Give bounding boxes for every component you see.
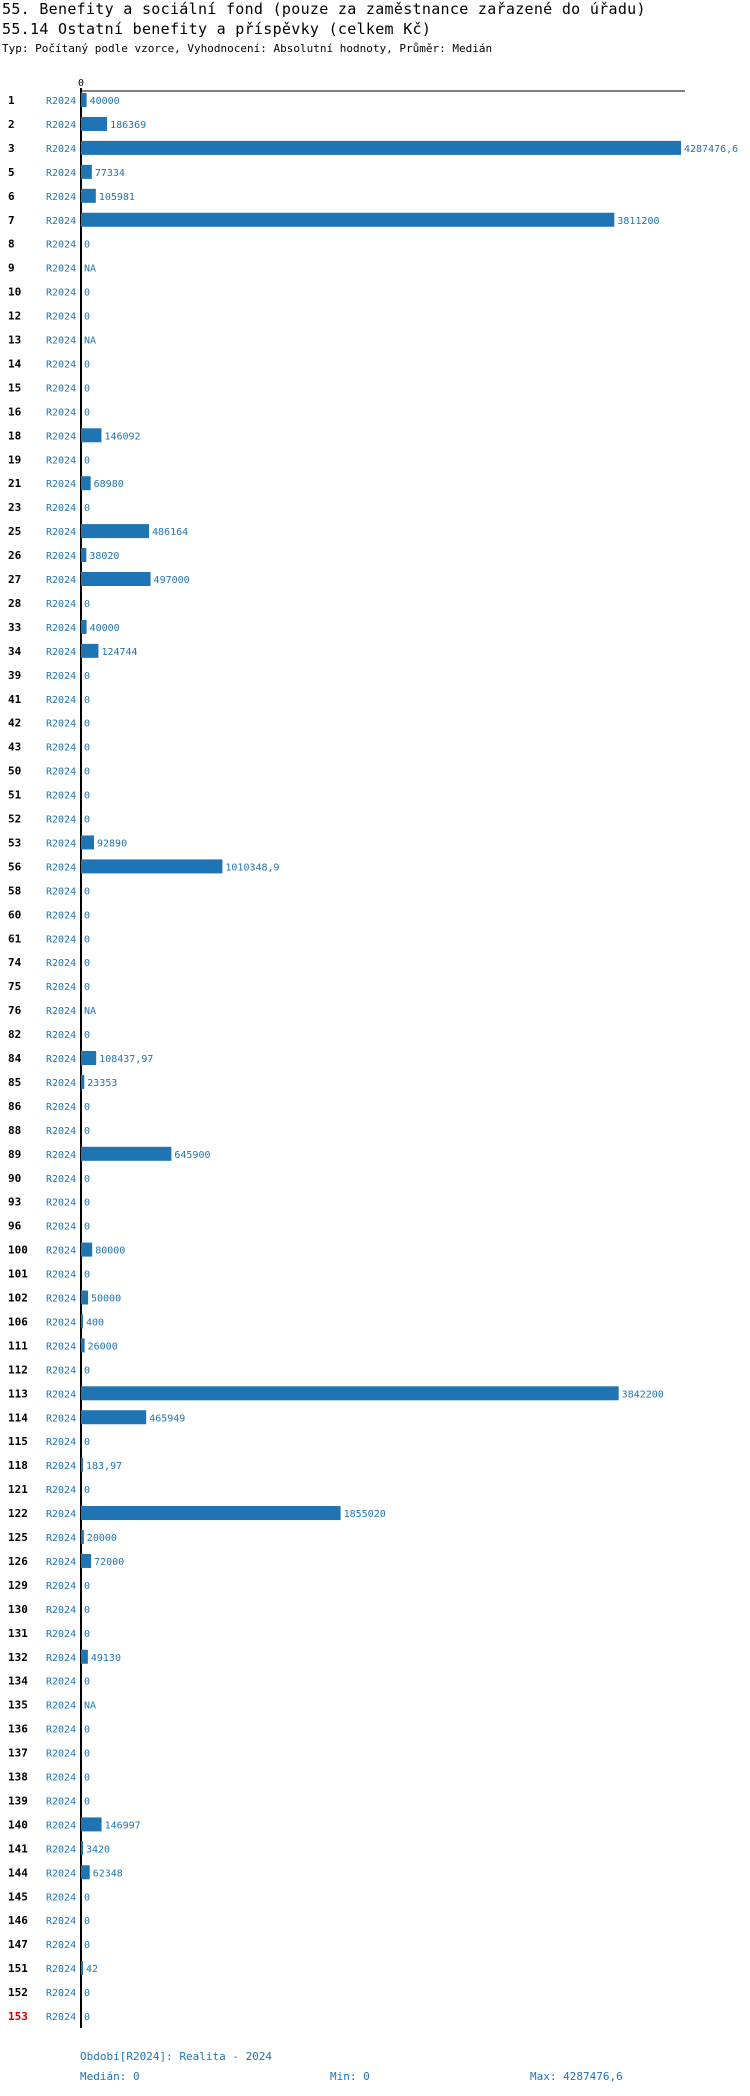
row-id-label: 39 (8, 668, 22, 682)
row-series-label: R2024 (46, 718, 77, 730)
row-series-label: R2024 (46, 1030, 77, 1042)
row-series-label: R2024 (46, 1676, 77, 1688)
row-series-label: R2024 (46, 1556, 77, 1568)
bar-value-label: 20000 (86, 1533, 117, 1544)
bar (81, 1554, 91, 1568)
bar-value-label: 49130 (90, 1652, 121, 1664)
row-id-label: 56 (8, 860, 22, 874)
row-id-label: 8 (8, 237, 15, 251)
bar-value-label: 3420 (86, 1844, 111, 1856)
row-id-label: 12 (8, 309, 22, 323)
bar-value-label: 0 (84, 1940, 91, 1952)
row-id-label: 130 (8, 1602, 28, 1616)
chart-title: 55. Benefity a sociální fond (pouze za zaměstnance zařazené do úřadu) (2, 0, 646, 18)
bar-value-label: 0 (84, 886, 91, 898)
bar-value-label: 124744 (101, 646, 138, 658)
row-series-label: R2024 (46, 407, 77, 419)
row-series-label: R2024 (46, 263, 77, 275)
row-id-label: 14 (8, 357, 22, 371)
bar-value-label: NA (84, 1006, 97, 1018)
row-id-label: 134 (8, 1674, 28, 1688)
bar-value-label: 0 (84, 790, 91, 802)
row-series-label: R2024 (46, 1652, 77, 1664)
row-series-label: R2024 (46, 96, 77, 107)
bar (81, 1314, 83, 1328)
bar-value-label: 68980 (93, 479, 124, 491)
row-series-label: R2024 (46, 287, 77, 299)
bar-value-label: 0 (84, 1988, 91, 2000)
bar (81, 213, 614, 227)
bar (81, 1865, 90, 1879)
row-id-label: 10 (8, 285, 22, 299)
row-series-label: R2024 (46, 886, 77, 898)
row-series-label: R2024 (46, 431, 77, 443)
row-id-label: 144 (8, 1866, 28, 1880)
row-id-label: 50 (8, 764, 22, 778)
bar-value-label: 92890 (96, 838, 128, 850)
bar (81, 835, 94, 849)
row-series-label: R2024 (46, 1173, 77, 1185)
bar-value-label: 0 (84, 814, 91, 826)
bar-value-label: 77334 (94, 167, 125, 179)
bar (81, 1961, 83, 1975)
row-series-label: R2024 (46, 1628, 77, 1640)
row-series-label: R2024 (46, 455, 77, 467)
row-series-label: R2024 (46, 1269, 77, 1281)
bar-value-label: 0 (84, 1030, 91, 1042)
bar (81, 1530, 84, 1544)
bar-value-label: 0 (84, 1748, 91, 1760)
bar (81, 1386, 619, 1400)
row-id-label: 9 (8, 261, 15, 275)
row-id-label: 3 (8, 141, 15, 155)
row-id-label: 118 (8, 1459, 28, 1473)
bar-value-label: 0 (84, 694, 91, 706)
bar-value-label: 0 (84, 239, 91, 251)
row-id-label: 21 (8, 477, 22, 491)
row-id-label: 51 (8, 788, 22, 802)
bar (81, 1291, 88, 1305)
row-series-label: R2024 (46, 119, 77, 131)
row-series-label: R2024 (46, 1724, 77, 1736)
bar-value-label: 0 (84, 455, 91, 467)
row-id-label: 85 (8, 1075, 22, 1089)
row-series-label: R2024 (46, 143, 77, 155)
row-id-label: 131 (8, 1626, 28, 1640)
row-series-label: R2024 (46, 1964, 77, 1976)
row-series-label: R2024 (46, 862, 77, 874)
row-series-label: R2024 (46, 383, 77, 395)
bar-value-label: 0 (84, 1173, 91, 1185)
row-series-label: R2024 (46, 1533, 77, 1544)
bar-value-label: 62348 (92, 1868, 123, 1880)
row-series-label: R2024 (46, 1509, 77, 1521)
row-series-label: R2024 (46, 670, 77, 682)
bar-value-label: 0 (84, 1221, 91, 1233)
row-id-label: 152 (8, 1986, 28, 2000)
row-id-label: 34 (8, 644, 22, 658)
footer-min: Min: 0 (330, 2070, 370, 2083)
bar (81, 93, 87, 107)
row-series-label: R2024 (46, 814, 77, 826)
row-series-label: R2024 (46, 1413, 77, 1425)
row-series-label: R2024 (46, 1101, 77, 1113)
chart-meta: Typ: Počítaný podle vzorce, Vyhodnocení: Absolutní hodnoty, Průměr: Medián (2, 42, 493, 55)
bar-value-label: NA (84, 335, 97, 347)
row-id-label: 1 (8, 94, 15, 107)
row-id-label: 151 (8, 1962, 28, 1976)
row-id-label: 146 (8, 1914, 28, 1928)
row-series-label: R2024 (46, 1077, 77, 1089)
bar-value-label: 645900 (174, 1149, 211, 1161)
bar-value-label: 0 (84, 958, 91, 970)
bar-value-label: 23353 (87, 1077, 118, 1089)
row-id-label: 153 (8, 2010, 28, 2023)
row-id-label: 132 (8, 1650, 28, 1664)
bar-value-label: 42 (86, 1964, 99, 1976)
bar-value-label: 0 (84, 2012, 91, 2023)
bar (81, 572, 151, 586)
row-series-label: R2024 (46, 575, 77, 586)
bar-value-label: NA (84, 1700, 97, 1712)
bar (81, 1075, 84, 1089)
bar (81, 1458, 83, 1472)
row-id-label: 33 (8, 620, 22, 634)
bar-value-label: 0 (84, 1580, 91, 1592)
row-series-label: R2024 (46, 359, 77, 371)
bar-value-label: 0 (84, 287, 91, 299)
row-id-label: 126 (8, 1554, 28, 1568)
bar-value-label: 0 (84, 1916, 91, 1928)
x-axis-zero-label: 0 (77, 78, 85, 89)
bar-value-label: 0 (84, 742, 91, 754)
bar-value-label: 497000 (153, 575, 190, 586)
row-series-label: R2024 (46, 191, 77, 203)
bar-value-label: 146997 (104, 1820, 141, 1832)
bar-value-label: NA (84, 263, 97, 275)
bar-value-label: 0 (84, 1772, 91, 1784)
bar (81, 1506, 341, 1520)
row-id-label: 136 (8, 1722, 28, 1736)
row-id-label: 106 (8, 1315, 28, 1329)
bar (81, 1817, 102, 1831)
row-id-label: 27 (8, 573, 22, 586)
bar (81, 189, 96, 203)
row-series-label: R2024 (46, 838, 77, 850)
bar-value-label: 0 (84, 1365, 91, 1377)
row-series-label: R2024 (46, 311, 77, 323)
row-id-label: 18 (8, 429, 22, 443)
row-id-label: 113 (8, 1387, 28, 1401)
bar-value-label: 0 (84, 1724, 91, 1736)
bar-value-label: 38020 (89, 551, 120, 563)
row-series-label: R2024 (46, 934, 77, 946)
row-id-label: 5 (8, 165, 15, 179)
row-series-label: R2024 (46, 503, 77, 515)
row-id-label: 138 (8, 1770, 28, 1784)
row-series-label: R2024 (46, 622, 77, 634)
bar-value-label: 40000 (89, 96, 120, 107)
bar-value-label: 0 (84, 1125, 91, 1137)
bar (81, 524, 149, 538)
row-id-label: 82 (8, 1028, 22, 1042)
bar (81, 1147, 171, 1161)
chart-subtitle: 55.14 Ostatní benefity a příspěvky (celkem Kč) (2, 20, 432, 38)
bar (81, 1650, 88, 1664)
row-series-label: R2024 (46, 1341, 77, 1353)
row-series-label: R2024 (46, 551, 77, 563)
bar-value-label: 0 (84, 1197, 91, 1209)
row-series-label: R2024 (46, 527, 77, 539)
footer-max: Max: 4287476,6 (530, 2070, 623, 2083)
row-series-label: R2024 (46, 1197, 77, 1209)
bar-value-label: 0 (84, 982, 91, 994)
row-id-label: 23 (8, 501, 22, 515)
row-series-label: R2024 (46, 1988, 77, 2000)
row-id-label: 135 (8, 1698, 28, 1712)
row-id-label: 88 (8, 1123, 22, 1137)
row-series-label: R2024 (46, 1221, 77, 1233)
bar-value-label: 0 (84, 670, 91, 682)
row-id-label: 60 (8, 908, 22, 922)
row-series-label: R2024 (46, 1461, 77, 1473)
bar (81, 165, 92, 179)
row-id-label: 42 (8, 716, 22, 730)
bar-value-label: 0 (84, 1437, 91, 1449)
bar-value-label: 0 (84, 1892, 91, 1904)
row-series-label: R2024 (46, 2012, 77, 2023)
row-id-label: 100 (8, 1243, 28, 1257)
row-id-label: 43 (8, 740, 22, 754)
row-id-label: 19 (8, 453, 22, 467)
row-id-label: 41 (8, 692, 22, 706)
row-series-label: R2024 (46, 1365, 77, 1377)
bar-value-label: 486164 (152, 527, 189, 539)
bar-value-label: 0 (84, 1796, 91, 1808)
row-series-label: R2024 (46, 215, 77, 227)
row-id-label: 53 (8, 836, 22, 850)
row-series-label: R2024 (46, 742, 77, 754)
bar-value-label: 4287476,6 (684, 143, 739, 155)
bar (81, 117, 107, 131)
row-id-label: 86 (8, 1099, 22, 1113)
row-id-label: 84 (8, 1052, 22, 1065)
bar-value-label: 3811200 (617, 215, 660, 227)
row-id-label: 58 (8, 884, 22, 898)
row-id-label: 102 (8, 1291, 28, 1305)
row-series-label: R2024 (46, 1868, 77, 1880)
row-series-label: R2024 (46, 239, 77, 251)
bar (81, 644, 98, 658)
row-id-label: 28 (8, 596, 22, 610)
row-series-label: R2024 (46, 1580, 77, 1592)
row-id-label: 139 (8, 1794, 28, 1808)
bar-value-label: 146092 (104, 431, 141, 443)
bar-value-label: 26000 (87, 1341, 118, 1353)
row-series-label: R2024 (46, 1940, 77, 1952)
row-id-label: 93 (8, 1195, 22, 1209)
bar (81, 476, 91, 490)
bar-value-label: 105981 (98, 191, 135, 203)
bar-value-label: 0 (84, 766, 91, 778)
bar-value-label: 465949 (149, 1413, 186, 1425)
bar-value-label: 0 (84, 383, 91, 395)
row-series-label: R2024 (46, 1293, 77, 1305)
bar-value-label: 0 (84, 1101, 91, 1113)
row-id-label: 7 (8, 213, 15, 227)
bar-value-label: 0 (84, 407, 91, 419)
bar-value-label: 1010348,9 (225, 862, 280, 874)
row-series-label: R2024 (46, 1125, 77, 1137)
bar-value-label: 0 (84, 1628, 91, 1640)
row-id-label: 52 (8, 812, 22, 826)
row-series-label: R2024 (46, 958, 77, 970)
bar-value-label: 400 (86, 1317, 105, 1329)
row-id-label: 114 (8, 1411, 28, 1425)
row-series-label: R2024 (46, 1149, 77, 1161)
bar (81, 1410, 146, 1424)
row-series-label: R2024 (46, 1317, 77, 1329)
bar (81, 859, 222, 873)
row-series-label: R2024 (46, 694, 77, 706)
bar-value-label: 3842200 (621, 1389, 664, 1401)
footer-period: Období[R2024]: Realita - 2024 (80, 2050, 273, 2063)
row-series-label: R2024 (46, 1245, 77, 1257)
row-series-label: R2024 (46, 1006, 77, 1018)
row-series-label: R2024 (46, 1485, 77, 1497)
row-series-label: R2024 (46, 1820, 77, 1832)
bar (81, 428, 101, 442)
bar-value-label: 50000 (90, 1293, 122, 1305)
bar-value-label: 186369 (110, 119, 147, 131)
row-id-label: 147 (8, 1938, 28, 1952)
row-series-label: R2024 (46, 910, 77, 922)
row-id-label: 111 (8, 1339, 28, 1353)
bar-value-label: 0 (84, 934, 91, 946)
bar (81, 1051, 96, 1065)
row-series-label: R2024 (46, 335, 77, 347)
row-id-label: 140 (8, 1818, 28, 1832)
row-id-label: 101 (8, 1267, 28, 1281)
bar-value-label: 0 (84, 718, 91, 730)
bar-value-label: 108437,97 (99, 1054, 154, 1065)
row-series-label: R2024 (46, 479, 77, 491)
row-id-label: 121 (8, 1483, 28, 1497)
bar-value-label: 1855020 (343, 1509, 386, 1521)
row-series-label: R2024 (46, 1700, 77, 1712)
bar-value-label: 0 (84, 1269, 91, 1281)
row-id-label: 145 (8, 1890, 28, 1904)
row-series-label: R2024 (46, 1748, 77, 1760)
row-id-label: 137 (8, 1746, 28, 1760)
row-series-label: R2024 (46, 1796, 77, 1808)
bar-value-label: 80000 (95, 1245, 126, 1257)
bar (81, 141, 681, 155)
row-id-label: 76 (8, 1004, 22, 1018)
bar-value-label: 0 (84, 503, 91, 515)
row-series-label: R2024 (46, 790, 77, 802)
row-id-label: 13 (8, 333, 22, 347)
row-id-label: 2 (8, 117, 15, 131)
row-series-label: R2024 (46, 646, 77, 658)
row-series-label: R2024 (46, 1604, 77, 1616)
row-id-label: 89 (8, 1147, 22, 1161)
footer-median: Medián: 0 (80, 2070, 140, 2083)
row-series-label: R2024 (46, 1892, 77, 1904)
row-id-label: 15 (8, 381, 22, 395)
row-series-label: R2024 (46, 598, 77, 610)
bar (81, 1243, 92, 1257)
bar (81, 620, 87, 634)
row-series-label: R2024 (46, 1437, 77, 1449)
row-id-label: 141 (8, 1842, 28, 1856)
row-id-label: 25 (8, 525, 22, 539)
bar-value-label: 0 (84, 359, 91, 371)
row-id-label: 74 (8, 956, 22, 970)
row-id-label: 61 (8, 932, 22, 946)
row-series-label: R2024 (46, 1389, 77, 1401)
bar-value-label: 40000 (89, 622, 120, 634)
bar-value-label: 0 (84, 910, 91, 922)
row-id-label: 90 (8, 1171, 22, 1185)
row-id-label: 112 (8, 1363, 28, 1377)
bar-value-label: 0 (84, 1676, 91, 1688)
row-id-label: 26 (8, 549, 22, 563)
row-series-label: R2024 (46, 167, 77, 179)
row-id-label: 122 (8, 1507, 28, 1521)
bar-value-label: 0 (84, 598, 91, 610)
row-id-label: 6 (8, 189, 15, 203)
bar (81, 1338, 85, 1352)
row-id-label: 75 (8, 980, 22, 994)
row-series-label: R2024 (46, 766, 77, 778)
row-series-label: R2024 (46, 1772, 77, 1784)
row-series-label: R2024 (46, 1916, 77, 1928)
bar-value-label: 0 (84, 311, 91, 323)
bar-value-label: 0 (84, 1604, 91, 1616)
row-series-label: R2024 (46, 982, 77, 994)
row-series-label: R2024 (46, 1054, 77, 1065)
bar-value-label: 72000 (94, 1556, 125, 1568)
row-series-label: R2024 (46, 1844, 77, 1856)
row-id-label: 125 (8, 1531, 28, 1544)
bar-value-label: 183,97 (86, 1461, 123, 1473)
bar (81, 1841, 83, 1855)
row-id-label: 96 (8, 1219, 22, 1233)
bar-value-label: 0 (84, 1485, 91, 1497)
row-id-label: 129 (8, 1578, 28, 1592)
row-id-label: 115 (8, 1435, 28, 1449)
row-id-label: 16 (8, 405, 22, 419)
bar (81, 548, 86, 562)
